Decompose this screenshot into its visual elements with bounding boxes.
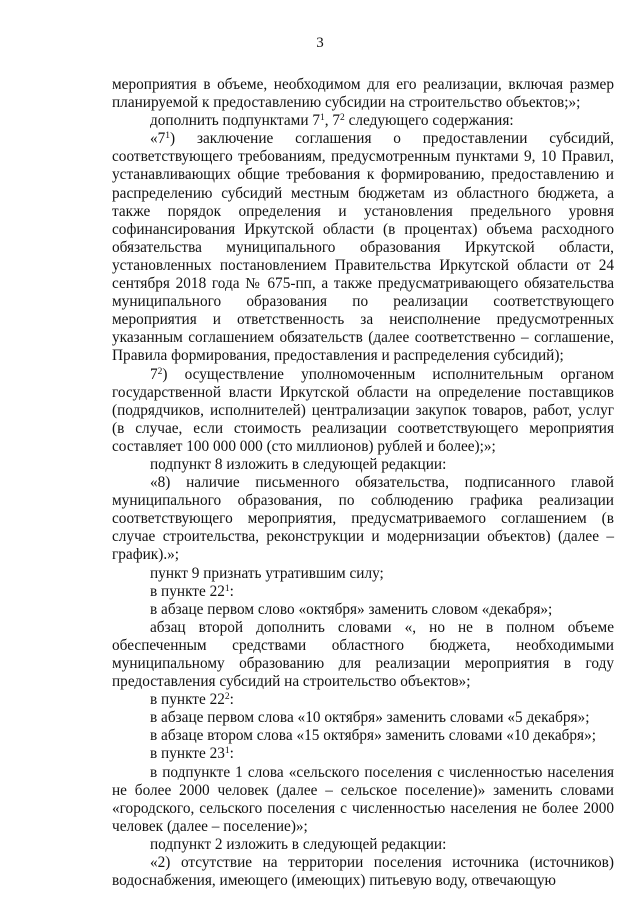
paragraph: дополнить подпунктами $7^1$, $7^2$ следующего содержания: [150, 112, 514, 130]
page-number: 3 [316, 35, 324, 51]
superscript-index: 1 [319, 113, 325, 124]
paragraph: в абзаце первом слова «10 октября» заменить словами «5 декабря»; [150, 709, 590, 727]
superscript-index: 1 [224, 746, 230, 757]
document-body [112, 76, 614, 890]
paragraph: подпункт 2 изложить в следующей редакции: [150, 835, 447, 853]
paragraph: мероприятия в объеме, необходимом для его реализации, включая размер планируемой к предоставлению субсидии на строительство объектов;»; [112, 76, 614, 112]
paragraph: подпункт 8 изложить в следующей редакции: [150, 455, 447, 473]
paragraph: $7^2$) осуществление уполномоченным исполнительным органом государственной власти Иркутской области на определение поставщиков (подрядчиков, исполнителей) централизации закупок товаров, работ, услуг (в случае, если стоимость реализации соответствующего мероприятия составляет 100 000 000 (сто миллионов) рублей и более);»; [112, 365, 614, 455]
paragraph: в пункте $22^1$: [150, 582, 234, 600]
paragraph: в абзаце втором слова «15 октября» заменить словами «10 декабря»; [150, 727, 596, 745]
paragraph: в пункте $22^2$: [150, 691, 234, 709]
paragraph: «$7^1$) заключение соглашения о предоставлении субсидий, соответствующего требованиям, предусмотренным пунктами 9, 10 Правил, устанавливающих общие требования к формированию, предоставлению и распределению субсидий местным бюджетам из областного бюджета, а также порядок определения и установления предельного уровня софинансирования Иркутской области (в процентах) объема расходного обязательства муниципального образования Иркутской области, установленных постановлением Правительства Иркутской области от 24 сентября 2018 года № 675-пп, а также предусматривающего обязательства муниципального образования по реализации соответствующего мероприятия и ответственность за неисполнение предусмотренных указанным соглашением обязательств (далее соответственно – соглашение, Правила формирования, предоставления и распределения субсидий); [112, 130, 614, 365]
paragraph: пункт 9 признать утратившим силу; [150, 564, 384, 582]
superscript-index: 2 [157, 366, 163, 377]
paragraph: в абзаце первом слово «октября» заменить словом «декабря»; [150, 600, 553, 618]
paragraph: абзац второй дополнить словами «, но не в полном объеме обеспеченным средствами областного бюджета, необходимыми муниципальному образованию для реализации мероприятия в году предоставления субсидий на строительство объектов»; [112, 618, 614, 691]
paragraph: «2) отсутствие на территории поселения источника (источников) водоснабжения, имеющего (имеющих) питьевую воду, отвечающую [112, 854, 614, 890]
superscript-index: 1 [165, 131, 171, 142]
superscript-index: 2 [224, 692, 230, 703]
paragraph: в пункте $23^1$: [150, 745, 234, 763]
paragraph: в подпункте 1 слова «сельского поселения с численностью населения не более 2000 человек (далее – сельское поселение)» заменить словами «городского, сельского поселения с численностью населения не более 2000 человек (далее – поселение)»; [112, 763, 614, 835]
paragraph: «8) наличие письменного обязательства, подписанного главой муниципального образования, по соблюдению графика реализации соответствующего мероприятия, предусматриваемого соглашением (в случае строительства, реконструкции и модернизации объектов) (далее – график).»; [112, 474, 614, 564]
superscript-index: 1 [224, 583, 230, 594]
superscript-index: 2 [340, 113, 345, 124]
